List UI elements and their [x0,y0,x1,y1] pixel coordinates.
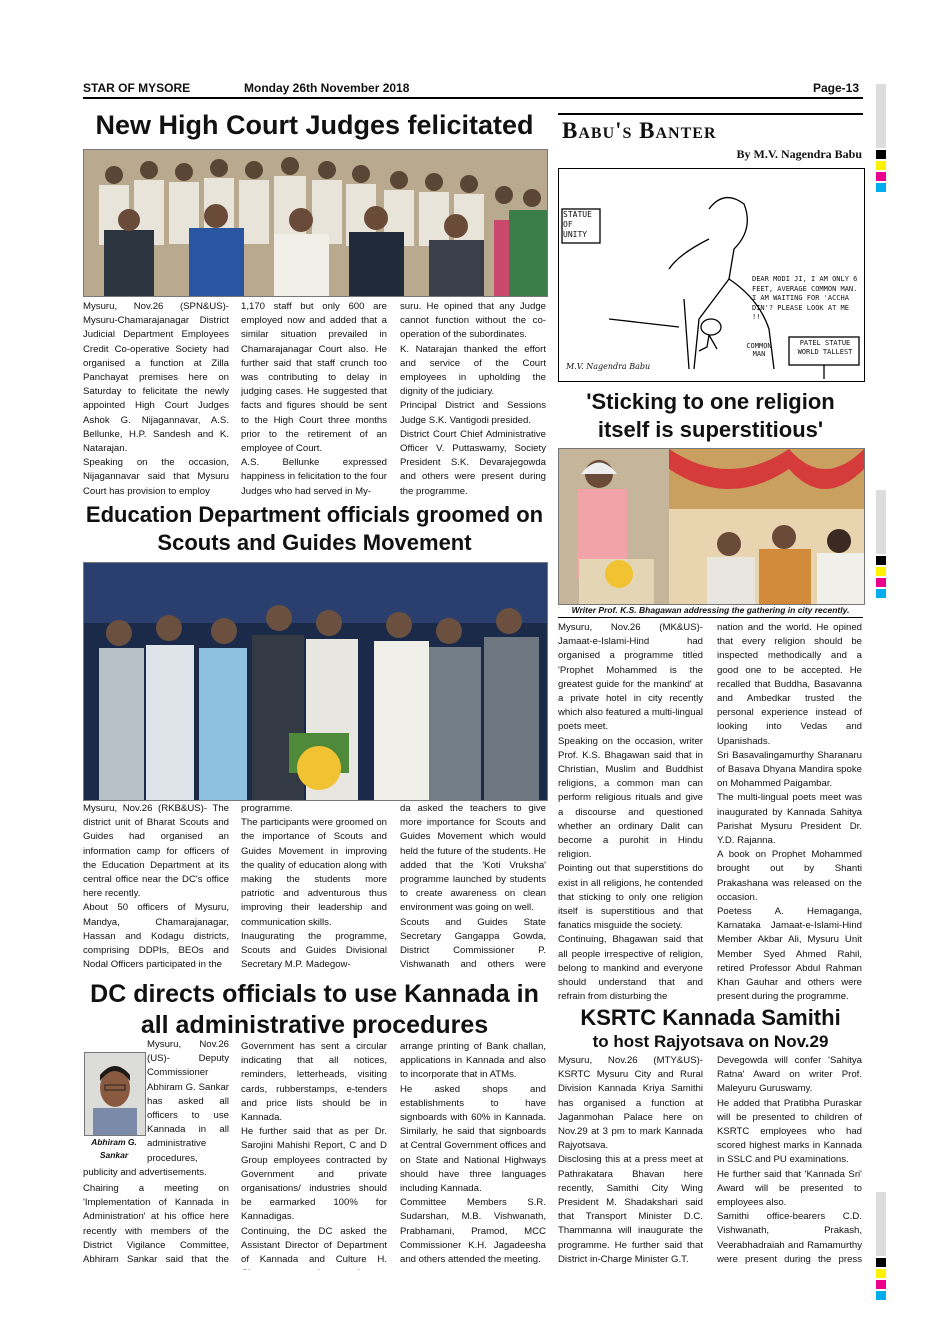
bhagawan-photo-caption: Writer Prof. K.S. Bhagawan addressing the gathering in city recently. [558,605,863,618]
banter-title-rule [558,113,863,115]
article3-intro-text: Mysuru, Nov.26 (US)- Deputy Commissioner Abhiram G. Sankar has asked all officers to use Kannada in all administrative procedures, publicity and advertisements. [83,1039,229,1178]
registration-swatch [876,578,886,587]
article5-subhead: to host Rajyotsava on Nov.29 [592,1032,829,1051]
scouts-photo [83,562,548,801]
article3-column-3: arrange printing of Bank challan, applications in Kannada and also to incorporate that in ATMs. He asked shops and establishments to have signboards with 60% in Kannada. Similarly, he said that signboards at Central Government offices and on State and National Highways should have three languages including Kannada. Committee Members S.R. Sudarshan, M.B. Vishwanath, Prabhamani, Pramod, MCC Commissioner K.H. Jagadeesha and others attended the meeting. [400,1041,546,1266]
registration-swatch [876,1280,886,1289]
article2-headline: Education Department officials groomed on Scouts and Guides Movement [85,502,544,555]
registration-swatch [876,1269,886,1278]
portrait-caption-line2: Sankar [99,1150,129,1160]
article4-column-2: nation and the world. He opined that every religion should be inspected methodically and a good one to be accepted. He recalled that Buddha, Basavanna and Ambedkar trusted the personal experience instead of looking into Vedas and Upanishads. Sri Basavalingamurthy Sharanaru of Basava Dhyana Mandira spoke on Mohammed Paigambar. The multi-lingual poets meet was inaugurated by Kannada Sahitya Parishat Mysuru President Dr. Y.D. Rajanna. A book on Prophet Mohammed brought out by Shanti Prakashana was released on the occasion. Poetess A. Hemaganga, Karnataka Jamaat-e-Islami-Hind Member Akbar Ali, Mysuru Unit Member Syed Ahmed Rahil, retired Professor Abdul Rahman Khan Gauhar and others were present during the programme. [717,622,862,1001]
registration-bar-mid [876,490,886,554]
cartoon-speech: DEAR MODI JI, I AM ONLY 6 FEET, AVERAGE COMMON MAN. I AM WAITING FOR 'ACCHA DIN'? PLEASE LOOK AT ME !! [752,275,858,321]
judges-photo-illustration [84,150,547,296]
article1-column-1: Mysuru, Nov.26 (SPN&US)- Mysuru-Chamarajanagar District Judicial Department Employees Credit Co-operative Society had organised a function at Zilla Panchayat premises here on Saturday to felicitate the newly appointed High Court Judges Ashok G. Nijagannavar, A.S. Bellunke, H.P. Sandesh and K. Natarajan. Speaking on the occasion, Nijagannavar said that Mysuru Court has provision to employ [83,301,229,496]
header-rule [83,97,863,99]
article4-headline: 'Sticking to one religion itself is superstitious' [586,389,835,442]
article5-column-2: Devegowda will confer 'Sahitya Ratna' Award on writer Prof. Maleyuru Guruswamy. He added that Pratibha Puraskar will be presented to children of KSRTC employees who had scored highest marks in Kannada in SSLC and PU examinations. He further said that 'Kannada Sri' Award will be presented to employees also. Samithi office-bearers C.D. Vishwanath, Prakash, Veerabhadraiah and Ramamurthy were present during the press [717,1055,862,1265]
article4-column-1: Mysuru, Nov.26 (MK&US)- Jamaat-e-Islami-Hind had organised a programme titled 'Prophet Mohammed is the greatest guide for the mankind' at a private hotel in city recently which also featured a multi-lingual poets meet. Speaking on the occasion, writer Prof. K.S. Bhagawan said that in Christian, Muslim and Buddhist religions, a common man can perform religious rituals and give a discourse and questioned whether an ordinary Dalit can become a purohit in Hindu religion. Pointing out that superstitions do exist in all religions, he contended that sticking to only one religion itself is superstitious and that fanatics misguide the society. Continuing, Bhagawan said that all people irrespective of religion, belong to mankind and everyone should understand that and refrain from disturbing the [558,622,703,1001]
article3-headline: DC directs officials to use Kannada in all administrative procedures [90,980,539,1039]
article3-column-1: Chairing a meeting on 'Implementation of Kannada in Administration' at his office here recently with members of the District Vigilance Committee, Abhiram Sankar said that the [83,1183,229,1266]
article2-column-2: programme. The participants were groomed on the importance of Scouts and Guides Movement in improving the quality of education along with making the students more patriotic and adventurous thus improving their leadership and communication skills. Inaugurating the programme, Scouts and Guides Divisional Secretary M.P. Madegow- [241,803,387,971]
registration-swatch [876,172,886,181]
registration-swatch [876,1291,886,1300]
article3-column-2: Government has sent a circular indicating that all notices, reminders, letterheads, visiting cards, rubberstamps, e-tenders and price lists should be in Kannada. He further said that as per Dr. Sarojini Mahishi Report, C and D Group employees contracted by Government and private organisations/ industries should be earmarked 100% for Kannadigas. Continuing, the DC asked the Assistant Director of Department of Kannada and Culture H. [241,1041,387,1266]
registration-bar-top [876,84,886,148]
registration-bar-bottom [876,1192,886,1256]
portrait-spacer [83,1038,147,1158]
registration-swatch [876,150,886,159]
banter-byline: By M.V. Nagendra Babu [736,147,862,161]
registration-swatch [876,161,886,170]
article2-column-3: da asked the teachers to give more importance for Scouts and Guides Movement which would held the future of the students. He added that the 'Koti Vruksha' programme launched by students to create awareness on clean environment was going on well. Scouts and Guides State Secretary Gangappa Gowda, District Commissioner P. Vishwanath and others were [400,803,546,971]
cartoon-signature: M.V. Nagendra Babu [566,362,651,371]
article1-column-3: suru. He opined that any Judge cannot function without the co-operation of the subordinates. K. Natarajan thanked the effort and service of the Court employees in upholding the dignity of the judiciary. Principal District and Sessions Judge S.K. Vantigodi presided. District Court Chief Administrative Officer V. Puttaswamy, Society President S.K. Devarajegowda and others were present during the programme. [400,301,546,496]
page-number: Page-13 [813,81,860,95]
registration-swatch [876,556,886,565]
bhagawan-photo-illustration [559,449,864,604]
bhagawan-photo [558,448,865,605]
article5-column-1: Mysuru, Nov.26 (MTY&US)- KSRTC Mysuru City and Rural Division Kannada Kriya Samithi has organised a function at Jaganmohan Palace here on Nov.29 at 3 pm to mark Kannada Rajyotsava. Disclosing this at a press meet at Pathrakatara Bhavan here recently, Samithi City Wing President M. Shadakshari said that Transport Minister D.C. Thammanna will inaugurate the programme. He further said that District in-Charge Minister G.T. [558,1055,703,1265]
cartoon-statue-sign: STATUE OF UNITY [563,210,592,239]
registration-swatch [876,1258,886,1267]
registration-swatch [876,589,886,598]
article1-headline: New High Court Judges felicitated [95,110,534,140]
scouts-photo-illustration [84,563,547,800]
paper-name: STAR OF MYSORE [83,81,191,95]
article5-headline: KSRTC Kannada Samithi [580,1005,841,1030]
registration-swatch [876,567,886,576]
portrait-caption-line1: Abhiram G. [91,1137,137,1147]
cartoon-world-tallest-sign: PATEL STATUE WORLD TALLEST [797,339,853,356]
article1-column-2: 1,170 staff but only 600 are employed now and added that a similar situation prevailed in Chamarajanagar Court also. He further said that staff crunch too was contributing to delay in judging cases. He suggested that facts and figures should be sent to the High Court three months prior to the retirement of an employee of Court. A.S. Bellunke expressed happiness in felicitation to the four Judges who had served in My- [241,301,387,496]
registration-swatch [876,183,886,192]
judges-photo [83,149,548,297]
issue-date: Monday 26th November 2018 [244,81,410,95]
article2-column-1: Mysuru, Nov.26 (RKB&US)- The district unit of Bharat Scouts and Guides had organised an information camp for officers of the Education Department at its central office near the DC's office here recently. About 50 officers of Mysuru, Mandya, Chamarajanagar, Hassan and Kodagu districts, comprising DDPIs, BEOs and Nodal Officers participated in the [83,803,229,971]
banter-title: Babu's Banter [562,118,717,143]
article3-intro [83,1038,229,1184]
cartoon-common-man-label: COMMON MAN [746,342,772,358]
